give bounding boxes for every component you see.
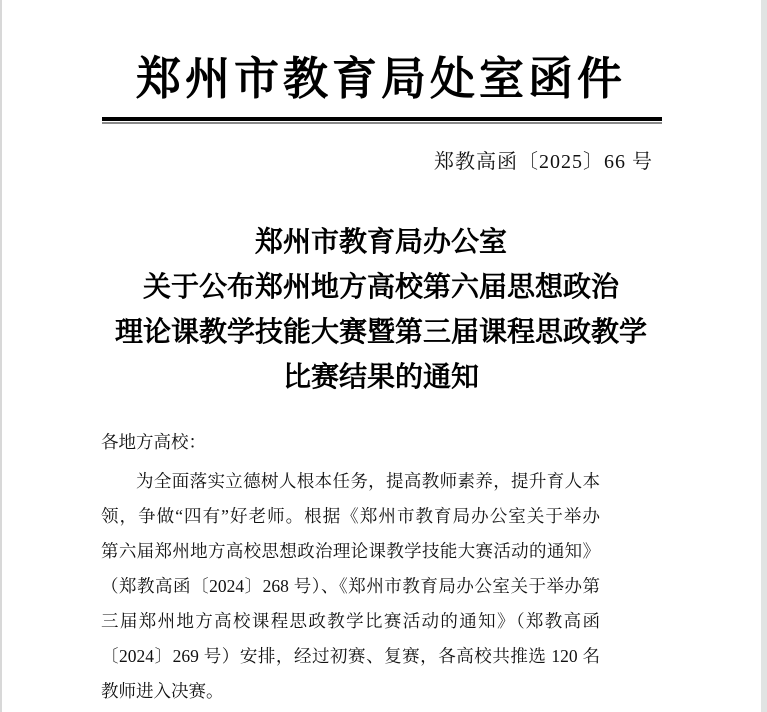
body-line: 三届郑州地方高校课程思政教学比赛活动的通知》（郑教高函 (101, 611, 600, 631)
body-line: 第六届郑州地方高校思想政治理论课教学技能大赛活动的通知》 (101, 541, 600, 561)
body-line: （郑教高函〔2024〕268 号）、《郑州市教育局办公室关于举办第 (101, 576, 600, 596)
notice-body (101, 425, 600, 709)
body-line: 教师进入决赛。 (101, 681, 224, 701)
notice-title-line-3: 理论课教学技能大赛暨第三届课程思政教学 (114, 317, 647, 348)
notice-title (100, 220, 662, 400)
salutation: 各地方高校： (101, 432, 206, 452)
right-edge-strip (761, 0, 767, 712)
body-line: 领，争做“四有”好老师。根据《郑州市教育局办公室关于举办 (101, 506, 600, 526)
body-line: 〔2024〕269 号）安排，经过初赛、复赛，各高校共推选 120 名 (101, 646, 600, 666)
notice-title-line-1: 郑州市教育局办公室 (254, 227, 507, 258)
document-number: 郑教高函〔2025〕66 号 (434, 151, 653, 173)
body-line: 为全面落实立德树人根本任务，提高教师素养，提升育人本 (136, 471, 600, 491)
notice-title-line-2: 关于公布郑州地方高校第六届思想政治 (142, 272, 619, 303)
letterhead-divider-shadow (102, 122, 662, 124)
letterhead-divider (102, 117, 662, 121)
page-edge-left (0, 0, 2, 712)
notice-title-line-4: 比赛结果的通知 (282, 362, 479, 393)
letterhead-title: 郑州市教育局处室函件 (135, 54, 626, 104)
